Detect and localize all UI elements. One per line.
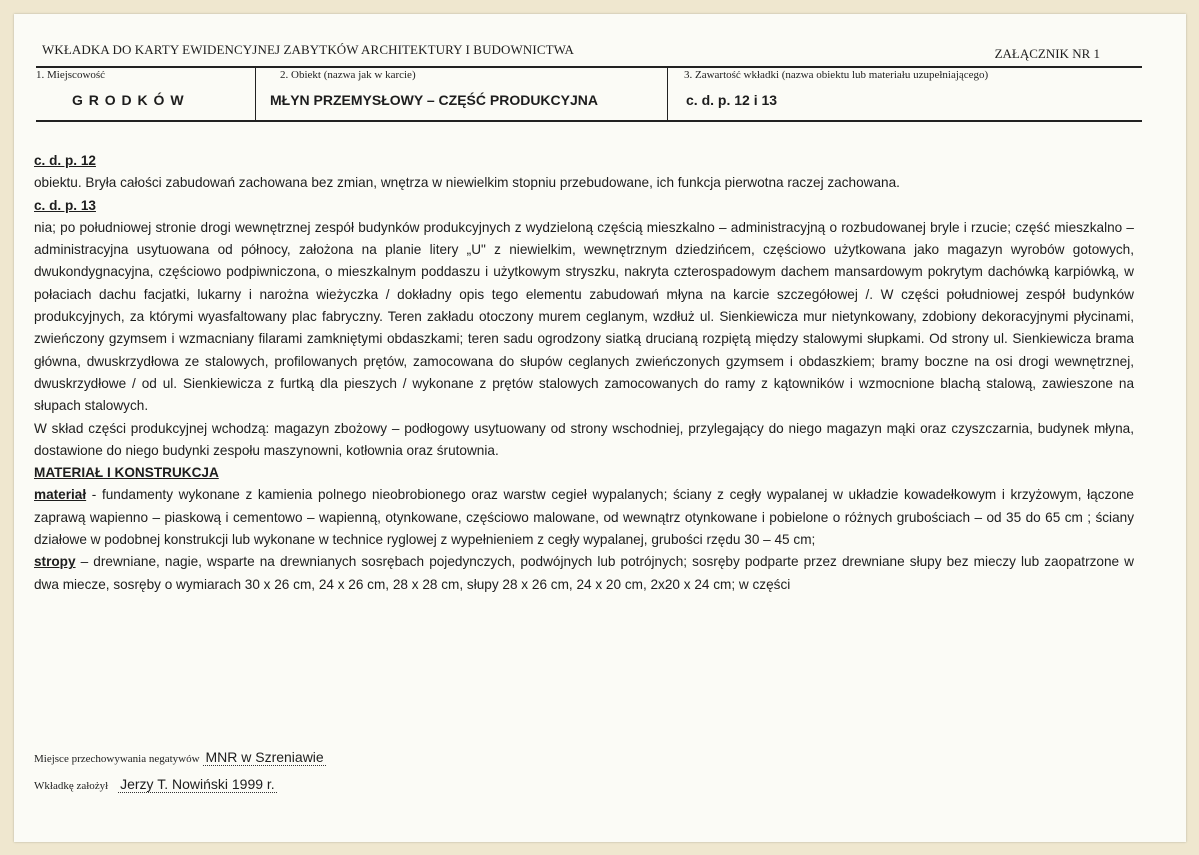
negatives-value: MNR w Szreniawie [205, 749, 324, 765]
section-heading-p13: c. d. p. 13 [34, 197, 96, 213]
field-value-contents: c. d. p. 12 i 13 [686, 92, 778, 108]
author-value: Jerzy T. Nowiński 1999 r. [120, 776, 275, 792]
author-line [34, 776, 277, 792]
paragraph-p12: obiektu. Bryła całości zabudowań zachowana bez zmian, wnętrza w niewielkim stopniu przebudowane, ich funkcja pierwotna raczej zachowana. [34, 175, 900, 191]
subheading-ceilings: stropy [34, 554, 76, 570]
document-card [14, 14, 1186, 842]
field-label-contents: 3. Zawartość wkładki (nazwa obiektu lub materiału uzupełniającego) [684, 69, 989, 81]
paragraph-production: W skład części produkcyjnej wchodzą: magazyn zbożowy – podłogowy usytuowany od strony wschodniej, przylegający do niego magazyn mąki oraz czyszczarnia, budynek młyna, dostawione do niego budynki zespołu maszynowni, kotłownia oraz śrutownia. [34, 420, 1134, 458]
negatives-location [34, 749, 326, 765]
field-label-locality: 1. Miejscowość [36, 69, 106, 81]
header-top-rule [36, 66, 1142, 68]
section-heading-material: MATERIAŁ I KONSTRUKCJA [34, 465, 219, 481]
document-title: WKŁADKA DO KARTY EWIDENCYJNEJ ZABYTKÓW ARCHITEKTURY I BUDOWNICTWA [42, 42, 575, 57]
field-divider-1 [255, 67, 256, 121]
annex-label: ZAŁĄCZNIK NR 1 [994, 46, 1100, 61]
field-value-object: MŁYN PRZEMYSŁOWY – CZĘŚĆ PRODUKCYJNA [270, 92, 598, 108]
header-bottom-rule [36, 120, 1142, 122]
field-divider-2 [667, 67, 668, 121]
section-heading-p12: c. d. p. 12 [34, 153, 96, 168]
paragraph-material: - fundamenty wykonane z kamienia polnego nieobrobionego oraz warstw cegieł wypalanych; ściany z cegły wypalanej w układzie kowadełkowym i krzyżowym, łączone zaprawą wapienno – piaskową i cementowo – wapienną, otynkowane, częściowo malowane, od wewnątrz otynkowane i pobielone o różnych grubościach – od 35 do 65 cm ; ściany działowe w podobnej konstrukcji lub wykonane w technice ryglowej z wypełnieniem z cegły wypalanej, grubości rzędu 30 – 45 cm; [34, 487, 1134, 548]
document-body [34, 150, 1134, 596]
paragraph-p13: nia; po południowej stronie drogi wewnętrznej zespół budynków produkcyjnych z wydzieloną częścią mieszkalno – administracyjną o rozbudowanej bryle i rzucie; część mieszkalno – administracyjna usytuowana od północy, założona na planie litery „U" z niewielkim, wewnętrznym dziedzińcem, częściowo użytkowana jako magazyn wyrobów gotowych, dwukondygnacyjna, częściowo podpiwniczona, o mieszkalnym poddaszu i użytkowym stryszku, nakryta czterospadowym dachem mansardowym pokrytym dachówką karpiówką, w połaciach dachu facjatki, lukarny i narożna wieżyczka / dokładny opis tego elementu zabudowań młyna na karcie szczegółowej /. W części południowej zespół budynków produkcyjnych, za którymi wyasfaltowany plac fabryczny. Teren zakładu otoczony murem ceglanym, wzdłuż ul. Sienkiewicza mur nietynkowany, zdobiony dekoracyjnymi płycinami, zwieńczony gzymsem i wzmacniany filarami zamkniętymi obdaszkami; teren sadu ogrodzony siatką drucianą rozpiętą między stalowymi słupkami. Od strony ul. Sienkiewicza brama główna, dwuskrzydłowa ze stalowych, profilowanych prętów, zamocowana do słupów ceglanych zwieńczonych gzymsem i obdaszkiem; bramy boczne na osi drogi wewnętrznej, dwuskrzydłowe / od ul. Sienkiewicza z furtką dla pieszych / wykonane z prętów stalowych zamocowanych do ramy z kątowników i wzmocnione blachą stalową, zawieszone na słupach stalowych. [34, 219, 1134, 414]
subheading-material: materiał [34, 487, 87, 503]
paragraph-ceilings: – drewniane, nagie, wsparte na drewnianych sosrębach pojedynczych, podwójnych lub potrójnych; sosręby podparte przez drewniane słupy bez mieczy lub zaopatrzone w dwa miecze, sosręby o wymiarach 30 x 26 cm, 24 x 26 cm, 28 x 28 cm, słupy 28 x 26 cm, 24 x 20 cm, 2x20 x 24 cm; w części [34, 554, 1134, 592]
field-label-object: 2. Obiekt (nazwa jak w karcie) [280, 69, 416, 81]
negatives-label: Miejsce przechowywania negatywów [34, 753, 200, 765]
field-value-locality: G R O D K Ó W [72, 92, 185, 108]
author-label: Wkładkę założył [34, 780, 109, 792]
